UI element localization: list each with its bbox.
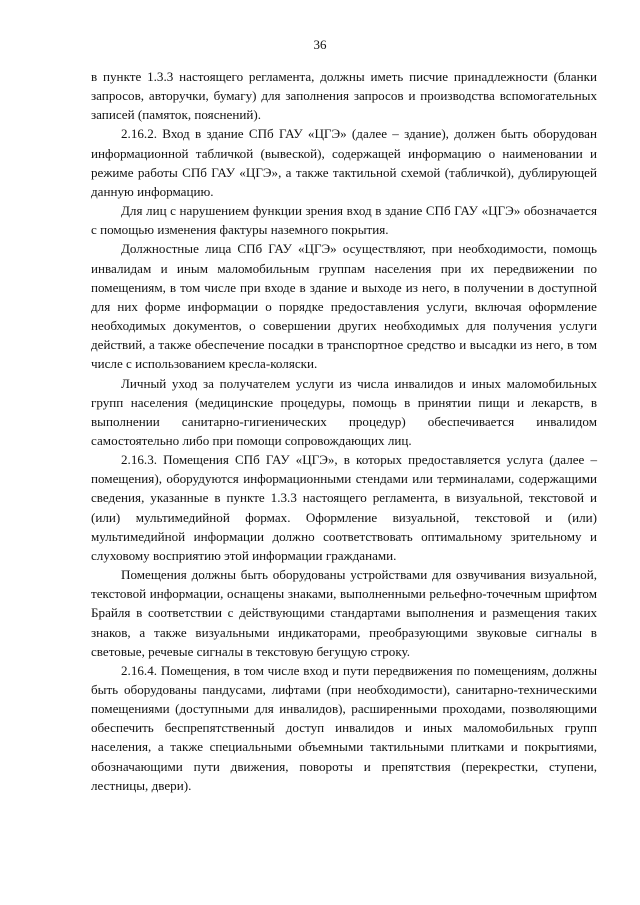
- paragraph-continuation: в пункте 1.3.3 настоящего регламента, должны иметь писчие принадлежности (бланки запросов, авторучки, бумагу) для заполнения запросов и производства вспомогательных записей (памяток, пояснений).: [91, 69, 597, 123]
- paragraph-2-16-2: 2.16.2. Вход в здание СПб ГАУ «ЦГЭ» (далее – здание), должен быть оборудован информационной табличкой (вывеской), содержащей информацию о наименовании и режиме работы СПб ГАУ «ЦГЭ», а также тактильной схемой (табличкой), дублирующей данную информацию.: [91, 126, 597, 199]
- paragraph-2-16-4: 2.16.4. Помещения, в том числе вход и пути передвижения по помещениям, должны быть оборудованы пандусами, лифтами (при необходимости), санитарно-техническими помещениями (доступными для инвалидов), расширенными проходами, позволяющими обеспечить беспрепятственный доступ инвалидов и иных маломобильных групп населения, а также специальными объемными тактильными плитками и покрытиями, обозначающими пути движения, повороты и препятствия (перекрестки, ступени, лестницы, двери).: [91, 662, 597, 793]
- paragraph-vision-impaired-entrance: Для лиц с нарушением функции зрения вход в здание СПб ГАУ «ЦГЭ» обозначается с помощью изменения фактуры наземного покрытия.: [91, 203, 597, 238]
- paragraph-officials-assistance: Должностные лица СПб ГАУ «ЦГЭ» осуществляют, при необходимости, помощь инвалидам и иным маломобильным группам населения при их передвижении по помещениям, в том числе при входе в здание и выходе из него, в получении в доступной для них форме информации о порядке предоставления услуги, включая оформление необходимых документов, о совершении других необходимых для получения услуги действий, а также обеспечение посадки в транспортное средство и высадки из него, в том числе с использованием кресла-коляски.: [91, 241, 597, 372]
- page-number: 36: [313, 37, 327, 52]
- paragraph-2-16-3: 2.16.3. Помещения СПб ГАУ «ЦГЭ», в которых предоставляется услуга (далее – помещения), оборудуются информационными стендами или терминалами, содержащими сведения, указанные в пункте 1.3.3 настоящего регламента, в визуальной, текстовой и (или) мультимедийной формах. Оформление визуальной, текстовой и (или) мультимедийной информации должно соответствовать оптимальному зрительному и слуховому восприятию этой информации гражданами.: [91, 452, 597, 563]
- document-body: [91, 67, 597, 795]
- paragraph-personal-care: Личный уход за получателем услуги из числа инвалидов и иных маломобильных групп населения (медицинские процедуры, помощь в принятии пищи и лекарств, в выполнении санитарно-гигиенических процедур) обеспечивается инвалидом самостоятельно либо при помощи сопровождающих лиц.: [91, 375, 597, 448]
- paragraph-premises-equipment: Помещения должны быть оборудованы устройствами для озвучивания визуальной, текстовой информации, оснащены знаками, выполненными рельефно-точечным шрифтом Брайля в соответствии с действующими стандартами выполнения и размещения таких знаков, а также визуальными индикаторами, преобразующими звуковые сигналы в световые, речевые сигналы в текстовую бегущую строку.: [91, 567, 597, 659]
